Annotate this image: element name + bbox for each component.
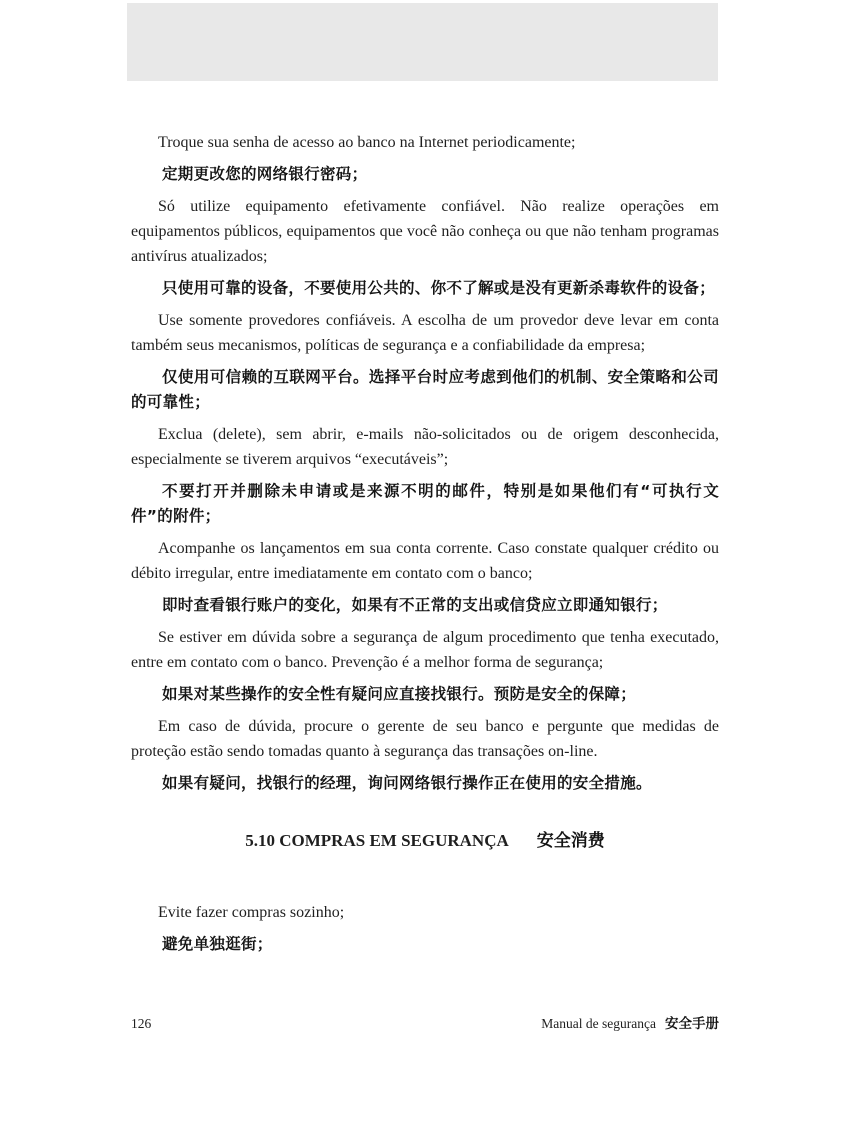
paragraph: Só utilize equipamento efetivamente confiável. Não realize operações em equipamentos públicos, equipamentos que você não conheça ou que não tenham programas antivírus atualizados;	[131, 198, 719, 265]
footer-title-zh: 安全手册	[665, 1016, 719, 1032]
header-image-placeholder	[127, 3, 718, 81]
paragraph: 避免单独逛街；	[162, 935, 273, 953]
paragraph: 如果有疑问，找银行的经理，询问网络银行操作正在使用的安全措施。	[162, 774, 652, 792]
section-heading	[131, 828, 719, 854]
paragraph: 即时查看银行账户的变化，如果有不正常的支出或信贷应立即通知银行；	[162, 596, 668, 614]
section-heading-zh: 安全消费	[536, 831, 605, 851]
paragraph: Troque sua senha de acesso ao banco na Internet periodicamente;	[158, 134, 576, 151]
paragraph: 定期更改您的网络银行密码；	[162, 165, 368, 183]
paragraph: Evite fazer compras sozinho;	[158, 904, 345, 921]
paragraph: Use somente provedores confiáveis. A escolha de um provedor deve levar em conta também seus mecanismos, políticas de segurança e a confiabilidade da empresa;	[131, 312, 719, 354]
paragraph: Exclua (delete), sem abrir, e-mails não-solicitados ou de origem desconhecida, especialmente se tiverem arquivos “executáveis”;	[131, 426, 719, 468]
paragraph: 如果对某些操作的安全性有疑问应直接找银行。预防是安全的保障；	[162, 685, 637, 703]
paragraph: 只使用可靠的设备，不要使用公共的、你不了解或是没有更新杀毒软件的设备；	[162, 279, 716, 297]
paragraph: 不要打开并删除未申请或是来源不明的邮件，特别是如果他们有“可执行文件”的附件；	[131, 482, 719, 525]
footer-title	[541, 1015, 719, 1033]
section-heading-pt: 5.10 COMPRAS EM SEGURANÇA	[245, 831, 509, 850]
paragraph: Se estiver em dúvida sobre a segurança de algum procedimento que tenha executado, entre em contato com o banco. Prevenção é a melhor forma de segurança;	[131, 629, 719, 671]
page-content	[131, 130, 719, 964]
footer-title-pt: Manual de segurança	[541, 1016, 656, 1031]
paragraph: Acompanhe os lançamentos em sua conta corrente. Caso constate qualquer crédito ou débito irregular, entre imediatamente em contato com o banco;	[131, 540, 719, 582]
page-footer	[131, 1015, 719, 1033]
paragraph: Em caso de dúvida, procure o gerente de seu banco e pergunte que medidas de proteção estão sendo tomadas quanto à segurança das transações on-line.	[131, 718, 719, 760]
page-number: 126	[131, 1016, 152, 1031]
paragraph: 仅使用可信赖的互联网平台。选择平台时应考虑到他们的机制、安全策略和公司的可靠性；	[131, 368, 719, 411]
